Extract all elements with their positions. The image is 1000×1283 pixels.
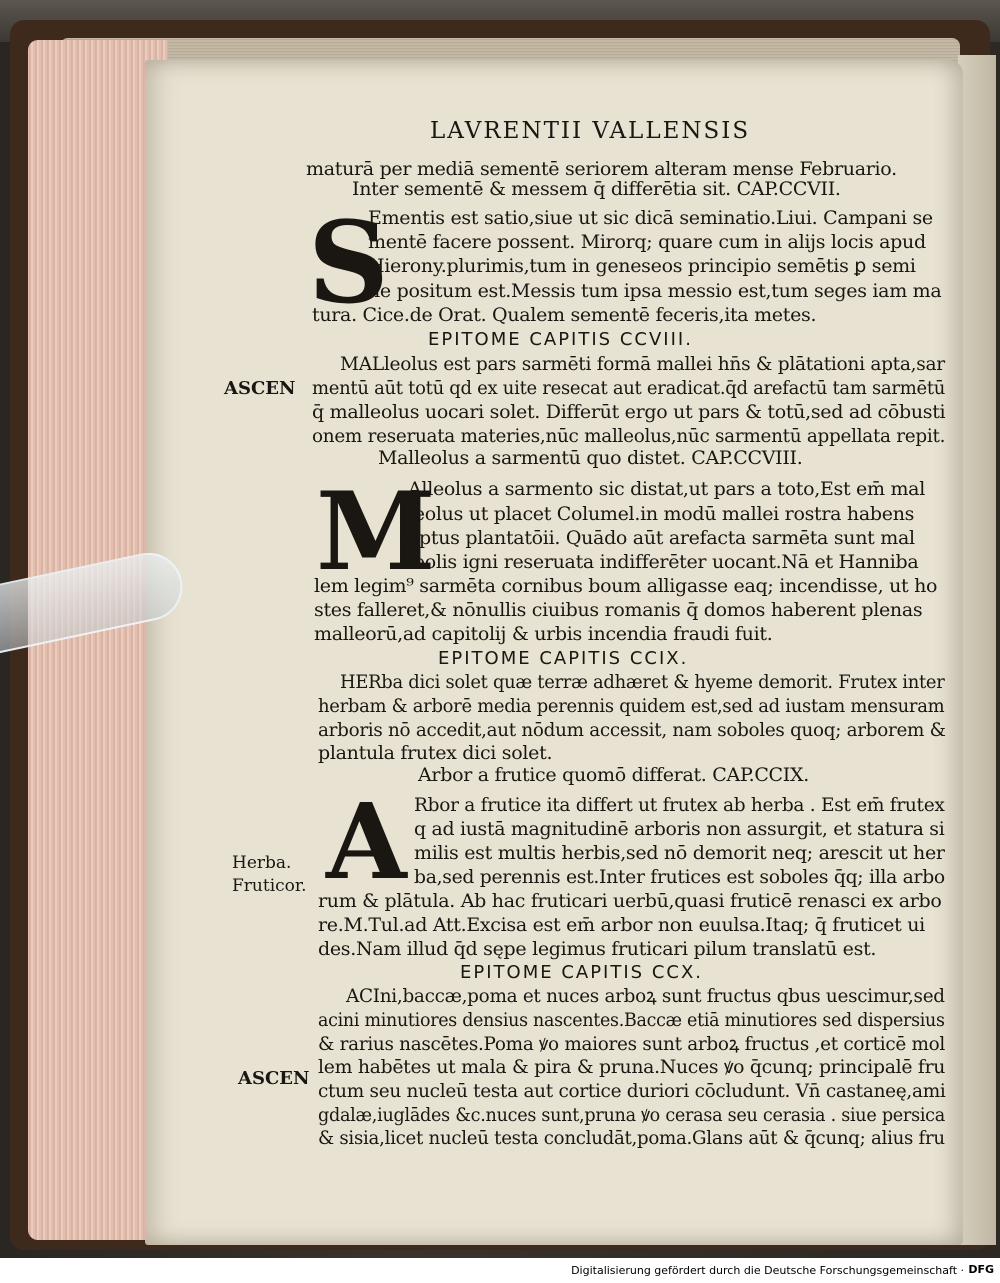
text-line: tura. Cice.de Orat. Qualem sementē feceris,ita metes. — [312, 304, 817, 326]
text-line: leolus ut placet Columel.in modū mallei rostra habens — [408, 503, 915, 525]
text-line: Ementis est satio,siue ut sic dicā seminatio.Liui. Campani se — [368, 207, 933, 229]
text-line: HERba dici solet quæ terræ adhæret & hyeme demorit. Frutex inter — [340, 671, 945, 693]
dfg-logo: DFG — [968, 1263, 994, 1276]
text-line: lem habētes ut mala & pira & pruna.Nuces ꝟo q̄cunq; principalē fru — [318, 1056, 946, 1078]
text-line: Alleolus a sarmento sic distat,ut pars a toto,Est em̄ mal — [408, 478, 925, 500]
epitome-heading: EPITOME CAPITIS CCVIII. — [428, 329, 693, 350]
margin-note-fruticor: Fruticor. — [232, 876, 307, 896]
text-line: des.Nam illud q̄d sępe legimus fruticari pilum translatū est. — [318, 938, 877, 960]
text-line: q̄ malleolus uocari solet. Differūt ergo ut pars & totū,sed ad cōbusti — [312, 401, 946, 423]
text-line: q ad iustā magnitudinē arboris non assurgit, et statura si — [414, 818, 945, 840]
margin-note-ascen: ASCEN — [238, 1068, 310, 1089]
text-line: gdalæ,iuglādes &c.nuces sunt,pruna ꝟo cerasa seu cerasia . siue persica — [318, 1104, 945, 1126]
initial-capital-m: M — [316, 469, 436, 595]
text-line: leolis igni reseruata indifferēter uocant.Nā et Hanniba — [408, 551, 919, 573]
epitome-heading: EPITOME CAPITIS CCX. — [460, 962, 704, 983]
text-line: maturā per mediā sementē seriorem alteram mense Februario. — [306, 158, 897, 180]
text-line: plantula frutex dici solet. — [318, 742, 553, 764]
text-line: acini minutiores densius nascentes.Baccæ etiā minutiores sed dispersius — [318, 1009, 945, 1031]
text-line: ACIni,baccæ,poma et nuces arboꝝ sunt fructus qbus uescimur,sed — [346, 985, 945, 1007]
chapter-heading: Inter sementē & messem q̄ differētia sit. CAP.CCVII. — [352, 178, 841, 200]
initial-capital-a: A — [326, 780, 407, 903]
text-line: MALleolus est pars sarmēti formā mallei hn̄s & plātationi apta,sar — [340, 353, 945, 375]
text-line: ba,sed perennis est.Inter frutices est soboles q̄q; illa arbo — [414, 866, 945, 888]
text-line: mentū aūt totū qd ex uite resecat aut eradicat.q̄d arefactū tam sarmētū — [312, 377, 946, 399]
text-line: mentē facere possent. Mirorq; quare cum in alijs locis apud — [368, 231, 926, 253]
text-line: & rarius nascētes.Poma ꝟo maiores sunt arboꝝ fructus ,et corticē mol — [318, 1033, 946, 1055]
margin-note-herba: Herba. — [232, 853, 292, 873]
text-line: malleorū,ad capitolij & urbis incendia fraudi fuit. — [314, 623, 773, 645]
text-line: rum & plātula. Ab hac fruticari uerbū,quasi fruticē renasci ex arbo — [318, 890, 942, 912]
text-line: re.M.Tul.ad Att.Excisa est em̄ arbor non euulsa.Itaq; q̄ fruticet ui — [318, 914, 925, 936]
text-line: arboris nō accedit,aut nōdum accessit, nam soboles quoq; arborem & — [318, 719, 946, 741]
chapter-heading: Arbor a frutice quomō differat. CAP.CCIX. — [418, 764, 809, 786]
text-line: ne positum est.Messis tum ipsa messio est,tum seges iam ma — [368, 280, 942, 302]
epitome-heading: EPITOME CAPITIS CCIX. — [438, 648, 689, 669]
chapter-heading: Malleolus a sarmentū quo distet. CAP.CCVIII. — [378, 447, 803, 469]
text-line: herbam & arborē media perennis quidem est,sed ad iustam mensuram — [318, 695, 945, 717]
text-line: Hierony.plurimis,tum in geneseos principio semētis ꝑ semi — [368, 255, 916, 277]
text-line: lem legim⁹ sarmēta cornibus boum alligasse eaq; incendisse, ut ho — [314, 575, 938, 597]
text-line: milis est multis herbis,sed nō demorit neq; arescit ut her — [414, 842, 945, 864]
text-line: onem reseruata materies,nūc malleolus,nūc sarmentū appellata repit. — [312, 425, 946, 447]
text-line: stes falleret,& nōnullis ciuibus romanis q̄ domos haberent plenas — [314, 599, 923, 621]
initial-capital-s: S — [308, 198, 389, 329]
text-line: ctum seu nucleū testa aut cortice duriori cōcludunt. Vn̄ castaneę,ami — [318, 1080, 946, 1102]
running-head: LAVRENTII VALLENSIS — [430, 118, 751, 144]
text-line: Rbor a frutice ita differt ut frutex ab herba . Est em̄ frutex — [414, 794, 945, 816]
text-line: aptus plantatōii. Quādo aūt arefacta sarmēta sunt mal — [408, 527, 915, 549]
funding-notice: Digitalisierung gefördert durch die Deutsche Forschungsgemeinschaft · — [571, 1264, 964, 1277]
margin-note-ascen: ASCEN — [224, 378, 296, 399]
text-line: & sisia,licet nucleū testa concludāt,poma.Glans aūt & q̄cunq; alius fru — [318, 1127, 945, 1149]
